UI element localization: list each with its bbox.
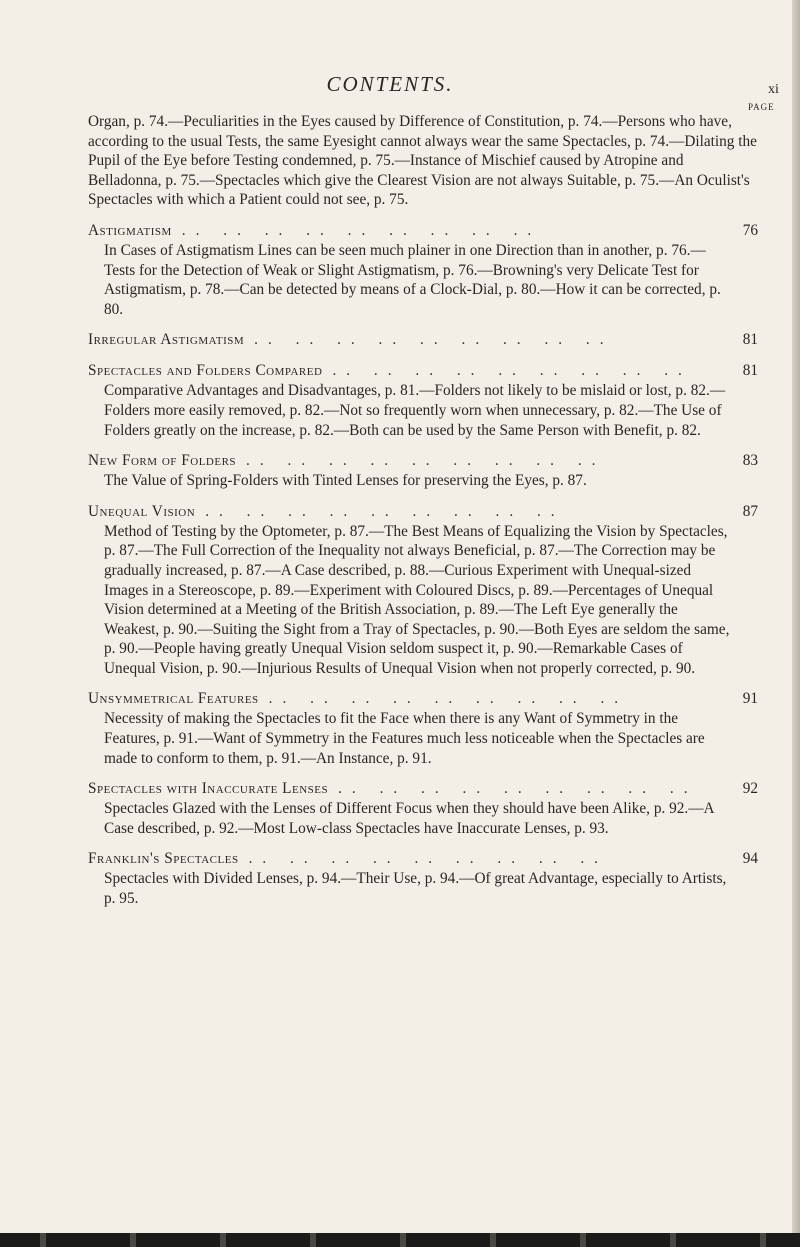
- section-title: Unequal Vision: [88, 502, 196, 520]
- section-page-number: 91: [742, 690, 758, 708]
- section-title: Unsymmetrical Features: [88, 690, 259, 708]
- section-title: Irregular Astigmatism: [88, 331, 245, 349]
- dot-leader: .. .. .. .. .. .. .. .. ..: [268, 690, 629, 708]
- section-title: Astigmatism: [88, 221, 172, 239]
- section-page-number: 81: [742, 362, 758, 380]
- page-column-label: PAGE: [748, 102, 775, 112]
- section-page-number: 92: [742, 780, 758, 798]
- dot-leader: .. .. .. .. .. .. .. .. ..: [338, 780, 698, 798]
- section-summary: Spectacles with Divided Lenses, p. 94.—Their Use, p. 94.—Of great Advantage, especially to Artists, p. 95.: [104, 870, 727, 908]
- dot-leader: .. .. .. .. .. .. .. .. ..: [205, 502, 565, 520]
- contents-list: [88, 112, 758, 909]
- dot-leader: .. .. .. .. .. .. .. .. ..: [254, 331, 614, 349]
- section-heading-line: [88, 689, 758, 709]
- contents-section: [88, 689, 758, 768]
- section-heading-line: [88, 502, 758, 522]
- page-number: xi: [768, 82, 779, 97]
- contents-section: [88, 849, 758, 908]
- contents-section: [88, 221, 758, 319]
- section-page-number: 87: [742, 502, 758, 520]
- continued-entry-text: Organ, p. 74.—Peculiarities in the Eyes caused by Difference of Constitution, p. 74.—Persons who have, according to the usual Tests, the same Eyesight cannot always wear the same Spectacles, p. 74.—Dilating the Pupil of the Eye before Testing condemned, p. 75.—Instance of Mischief caused by Atropine and Belladonna, p. 75.—Spectacles which give the Clearest Vision are not always Suitable, p. 75.—An Oculist's Spectacles with which a Patient could not see, p. 75.: [88, 113, 757, 209]
- section-title: Spectacles with Inaccurate Lenses: [88, 780, 329, 798]
- contents-section: [88, 361, 758, 440]
- section-page-number: 94: [742, 850, 758, 868]
- page-edge: [792, 0, 800, 1247]
- book-binding-edge: [0, 1233, 800, 1247]
- section-summary: Method of Testing by the Optometer, p. 87.—The Best Means of Equalizing the Vision by Spectacles, p. 87.—The Full Correction of the Inequality not always Beneficial, p. 87.—The Correction may be gradually increased, p. 87.—A Case described, p. 88.—Curious Experiment with Unequal-sized Images in a Stereoscope, p. 89.—Experiment with Coloured Discs, p. 89.—Percentages of Unequal Vision determined at a Meeting of the British Association, p. 89.—The Left Eye generally the Weakest, p. 90.—Suiting the Sight from a Tray of Spectacles, p. 90.—Both Eyes are seldom the same, p. 90.—People having greatly Unequal Vision seldom suspect it, p. 90.—Remarkable Cases of Unequal Vision, p. 90.—Injurious Results of Unequal Vision when not properly corrected, p. 90.: [104, 522, 730, 677]
- running-header: CONTENTS.: [326, 72, 454, 96]
- section-heading-line: [88, 361, 758, 381]
- contents-section: [88, 451, 758, 491]
- dot-leader: .. .. .. .. .. .. .. .. ..: [248, 850, 608, 868]
- section-title: Franklin's Spectacles: [88, 850, 239, 868]
- section-page-number: 81: [742, 331, 758, 349]
- contents-section: [88, 330, 758, 350]
- section-heading-line: [88, 849, 758, 869]
- section-heading-line: [88, 779, 758, 799]
- contents-section: [88, 779, 758, 838]
- section-summary: Comparative Advantages and Disadvantages, p. 81.—Folders not likely to be mislaid or lost, p. 82.—Folders more easily removed, p. 82.—Not so frequently worn when unnecessary, p. 82.—The Use of Folders greatly on the increase, p. 82.—Both can be used by the Same Person with Benefit, p. 82.: [104, 382, 726, 439]
- dot-leader: .. .. .. .. .. .. .. .. ..: [246, 452, 606, 470]
- section-heading-line: [88, 221, 758, 241]
- section-title: New Form of Folders: [88, 452, 237, 470]
- section-summary: Spectacles Glazed with the Lenses of Different Focus when they should have been Alike, p. 92.—A Case described, p. 92.—Most Low-class Spectacles have Inaccurate Lenses, p. 93.: [104, 800, 714, 837]
- section-summary: Necessity of making the Spectacles to fit the Face when there is any Want of Symmetry in the Features, p. 91.—Want of Symmetry in the Features much less noticeable when the Spectacles are made to conform to them, p. 91.—An Instance, p. 91.: [104, 710, 705, 767]
- section-heading-line: [88, 330, 758, 350]
- section-page-number: 83: [742, 452, 758, 470]
- contents-section: [88, 502, 758, 679]
- section-summary: The Value of Spring-Folders with Tinted Lenses for preserving the Eyes, p. 87.: [104, 472, 587, 490]
- dot-leader: .. .. .. .. .. .. .. .. ..: [181, 221, 542, 239]
- section-heading-line: [88, 451, 758, 471]
- dot-leader: .. .. .. .. .. .. .. .. ..: [332, 362, 692, 380]
- section-page-number: 76: [742, 221, 758, 239]
- section-title: Spectacles and Folders Compared: [88, 362, 323, 380]
- section-summary: In Cases of Astigmatism Lines can be seen much plainer in one Direction than in another, p. 76.—Tests for the Detection of Weak or Slight Astigmatism, p. 76.—Browning's very Delicate Test for Astigmatism, p. 78.—Can be detected by means of a Clock-Dial, p. 80.—How it can be corrected, p. 80.: [104, 241, 721, 318]
